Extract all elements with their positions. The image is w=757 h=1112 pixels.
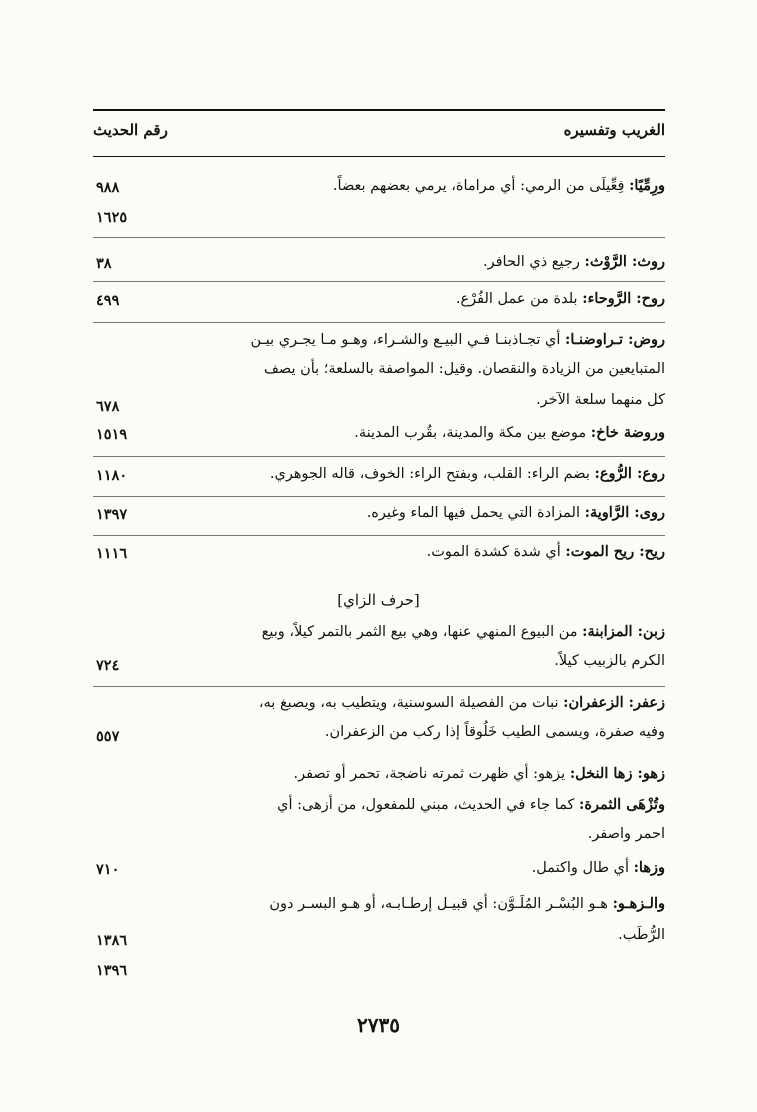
- hadith-number: ١٥١٩: [96, 426, 128, 443]
- entry-headword: والـزهـو:: [612, 895, 665, 912]
- entry-headword: روح: الرَّوحاء:: [582, 290, 665, 307]
- entry-headword: زهو: زها النخل:: [569, 765, 665, 782]
- entry-line: احمر واصفر.: [587, 826, 665, 842]
- entry-text: رجيع ذي الحافر.: [483, 254, 585, 270]
- entry-headword: روث: الرَّوْث:: [584, 253, 665, 270]
- entry-headword: وزها:: [633, 859, 665, 876]
- entry-text: أي طال واكتمل.: [531, 860, 634, 876]
- hadith-number: ٣٨: [96, 255, 112, 272]
- hadith-number: ١١٨٠: [96, 467, 128, 484]
- entry-text: المزادة التي يحمل فيها الماء وغيره.: [366, 505, 585, 521]
- entry-line: [277, 796, 665, 813]
- hadith-number: ٦٧٨: [96, 398, 120, 415]
- entry-line: [427, 543, 665, 560]
- hadith-number: ٥٥٧: [96, 728, 120, 745]
- entry-separator: [93, 281, 665, 282]
- hadith-number: ١١١٦: [96, 545, 128, 562]
- page-number: ٢٧٣٥: [357, 1013, 400, 1037]
- entry-separator: [93, 535, 665, 536]
- entry-headword: وروضة خاخ:: [590, 424, 665, 441]
- hadith-number: ١٣٩٧: [96, 506, 128, 523]
- entry-line: [269, 895, 665, 912]
- entry-separator: [93, 496, 665, 497]
- entry-line: المتبايعين من الزيادة والنقصان. وقيل: المواصفة بالسلعة؛ بأن يصف: [263, 361, 665, 377]
- header-top-rule: [93, 109, 665, 111]
- hadith-number: ٤٩٩: [96, 292, 120, 309]
- section-title: [حرف الزاي]: [337, 591, 420, 609]
- hadith-number: ١٦٢٥: [96, 209, 128, 226]
- entry-text: يزهو: أي ظهرت ثمرته ناضجة، تحمر أو تصفر.: [293, 766, 570, 782]
- entry-line: [367, 504, 665, 521]
- entry-text: موضع بين مكة والمدينة، بقُرب المدينة.: [354, 425, 591, 441]
- entry-line: الرُّطَب.: [618, 927, 665, 943]
- entry-headword: زبن: المزابنة:: [582, 623, 665, 640]
- entry-text: من البيوع المنهي عنها، وهي بيع الثمر بالتمر كيلاً، وبيع: [261, 624, 583, 640]
- entry-line: كل منهما سلعة الآخر.: [536, 392, 665, 408]
- hadith-number: ١٣٨٦: [96, 932, 128, 949]
- entry-text: نبات من الفصيلة السوسنية، ويتطيب به، ويصبغ به،: [258, 695, 564, 711]
- entry-separator: [93, 686, 665, 687]
- entry-headword: روع: الرُّوع:: [594, 465, 665, 482]
- entry-line: [354, 424, 665, 441]
- hadith-number: ٧١٠: [96, 861, 120, 878]
- entry-line: [456, 290, 665, 307]
- hadith-number: ١٣٩٦: [96, 962, 128, 979]
- entry-headword: زعفر: الزعفران:: [563, 694, 665, 711]
- entry-headword: وتُزْهَى الثمرة:: [579, 796, 665, 813]
- entry-line: [270, 465, 665, 482]
- entry-text: فِعِّيلَى من الرمي: أي مراماة، يرمي بعضهم بعضاً.: [332, 178, 630, 194]
- entry-headword: روض: تـراوضنـا:: [565, 331, 665, 348]
- entry-headword: روى: الرَّاوية:: [584, 504, 665, 521]
- entry-text: أي شدة كشدة الموت.: [426, 544, 566, 560]
- entry-text: هـو البُسْـر المُلَـوَّن: أي قبيـل إرطـابـه، أو هـو البسـر دون: [269, 896, 613, 912]
- hadith-number: ٧٢٤: [96, 657, 120, 674]
- entry-line: [333, 177, 665, 194]
- entry-headword: ريح: ريح الموت:: [565, 543, 665, 560]
- entry-separator: [93, 237, 665, 238]
- entry-headword: ورِمِّيًا:: [629, 177, 665, 194]
- header-bottom-rule: [93, 156, 665, 157]
- entry-line: [250, 331, 665, 348]
- entry-line: [483, 253, 665, 270]
- entry-text: بلدة من عمل الفُرْع.: [455, 291, 583, 307]
- entry-line: [293, 765, 665, 782]
- column-label: رقم الحديث: [93, 121, 168, 139]
- entry-line: [262, 623, 665, 640]
- entry-line: [259, 694, 665, 711]
- entry-separator: [93, 322, 665, 323]
- entry-line: الكرم بالزبيب كيلاً.: [554, 653, 665, 669]
- entry-separator: [93, 456, 665, 457]
- entry-text: بضم الراء: القلب، وبفتح الراء: الخوف، قاله الجوهري.: [269, 466, 595, 482]
- entry-text: أي تجـاذبنـا فـي البيـع والشـراء، وهـو مـا يجـري بيـن: [250, 332, 566, 348]
- running-title: الغريب وتفسيره: [563, 121, 665, 139]
- entry-line: [532, 859, 665, 876]
- entry-line: وفيه صفرة، ويسمى الطيب خَلُوقاً إذا ركب من الزعفران.: [324, 724, 665, 740]
- hadith-number: ٩٨٨: [96, 179, 120, 196]
- entry-text: كما جاء في الحديث، مبني للمفعول، من أزهى: أي: [277, 797, 580, 813]
